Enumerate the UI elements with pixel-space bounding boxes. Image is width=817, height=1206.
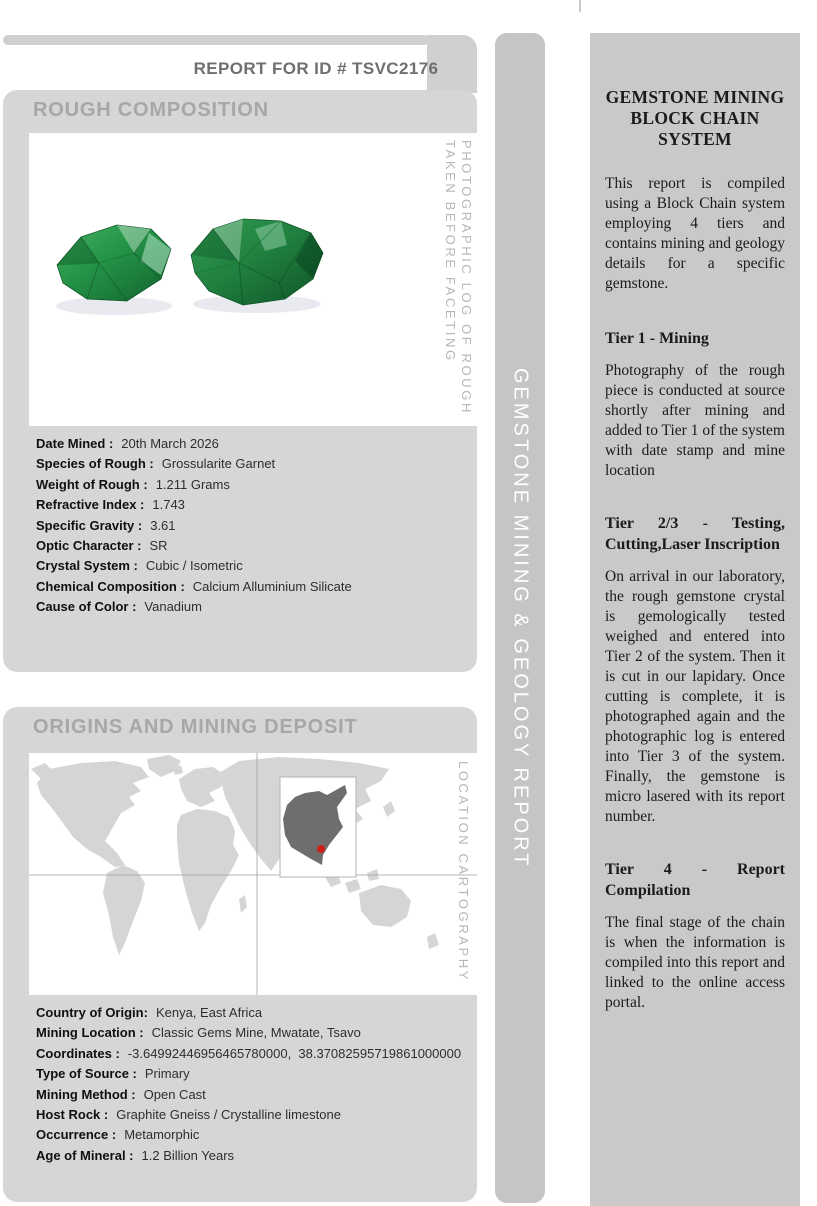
kenya-inset [280, 777, 356, 877]
field-row: Optic Character : SR [36, 537, 168, 553]
origins-heading: ORIGINS AND MINING DEPOSIT [33, 716, 358, 738]
tier23-body: On arrival in our laboratory, the rough gemstone crystal is gemologically tested weighed and entered into Tier 2 of the system. Then it is cut in our lapidary. Once cutting is complete, it is photographed again and the photographic log is entered into Tier 3 of the system. Finally, the gemstone is micro lasered with its report number. [605, 568, 785, 825]
tier4-body: The final stage of the chain is when the information is compiled into this report and linked to the online access portal. [605, 914, 785, 1011]
mine-location-marker [317, 845, 325, 853]
sidebar-intro: This report is compiled using a Block Chain system employing 4 tiers and contains mining and geology details for a specific gemstone. [605, 175, 785, 292]
sidebar-section-tier23 [605, 513, 785, 827]
field-row: Weight of Rough : 1.211 Grams [36, 476, 230, 492]
origins-fields [36, 1003, 461, 1166]
tier1-body: Photography of the rough piece is conducted at source shortly after mining and added to Tier 1 of the system with date stamp and mine location [605, 362, 785, 479]
map-caption-vertical [455, 761, 471, 982]
photo-caption-vertical [442, 140, 474, 415]
tier23-heading: Tier 2/3 - Testing, Cutting,Laser Inscription [605, 515, 785, 553]
field-row: Occurrence : Metamorphic [36, 1127, 200, 1143]
field-row: Mining Method : Open Cast [36, 1086, 206, 1102]
field-row: Refractive Index : 1.743 [36, 497, 185, 513]
vertical-banner-strip [495, 33, 545, 1203]
rough-gem-left [57, 225, 171, 301]
field-row: Chemical Composition : Calcium Alluminium Silicate [36, 578, 352, 594]
field-row: Host Rock : Graphite Gneiss / Crystalline limestone [36, 1106, 341, 1122]
page-title: REPORT FOR ID # TSVC2176 [193, 59, 439, 78]
tier4-heading: Tier 4 - Report Compilation [605, 861, 785, 899]
field-row: Species of Rough : Grossularite Garnet [36, 456, 276, 472]
field-row: Mining Location : Classic Gems Mine, Mwatate, Tsavo [36, 1025, 361, 1041]
world-map [29, 753, 477, 995]
header-rule-bar [3, 35, 429, 45]
field-row: Country of Origin: Kenya, East Africa [36, 1005, 263, 1020]
field-row: Cause of Color : Vanadium [36, 599, 202, 615]
tier1-heading: Tier 1 - Mining [605, 330, 709, 347]
blockchain-sidebar [590, 33, 800, 1206]
origins-card [3, 707, 477, 1202]
rough-gems-image [29, 133, 477, 426]
rough-composition-heading: ROUGH COMPOSITION [33, 99, 269, 121]
location-map [29, 753, 477, 995]
map-caption-line: LOCATION CARTOGRAPHY [456, 761, 471, 983]
top-center-tick [579, 0, 581, 12]
field-row: Coordinates : -3.64992446956465780000, 38.37082595719861000000 [36, 1045, 462, 1061]
sidebar-section-tier1 [605, 328, 785, 481]
rough-composition-fields [36, 434, 352, 618]
rough-gem-right [191, 219, 323, 305]
sidebar-title: GEMSTONE MINING BLOCK CHAIN SYSTEM [605, 87, 785, 149]
field-row: Crystal System : Cubic / Isometric [36, 558, 243, 574]
photo-caption-line1: PHOTOGRAPHIC LOG OF ROUGH [459, 140, 474, 415]
field-row: Specific Gravity : 3.61 [36, 517, 176, 533]
field-row: Age of Mineral : 1.2 Billion Years [36, 1147, 235, 1163]
field-row: Type of Source : Primary [36, 1066, 190, 1082]
photo-caption-line2: TAKEN BEFORE FACETING [443, 140, 458, 363]
rough-composition-card [3, 90, 477, 672]
field-row: Date Mined : 20th March 2026 [36, 436, 219, 451]
rough-gem-photo [29, 133, 477, 426]
sidebar-section-tier4 [605, 859, 785, 1013]
vertical-banner-text: GEMSTONE MINING & GEOLOGY REPORT [509, 367, 532, 869]
